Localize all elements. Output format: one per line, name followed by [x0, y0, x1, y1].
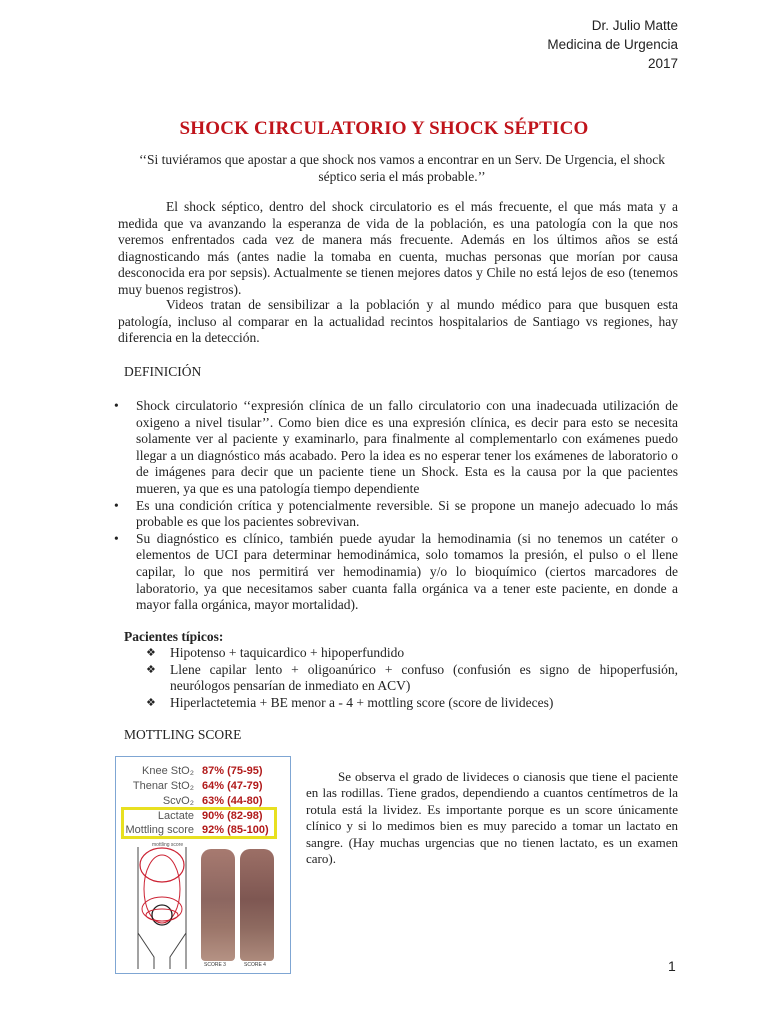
knee-photo-left: [201, 849, 235, 961]
figure-row: [116, 810, 290, 824]
list-item-text: Hiperlactetemia + BE menor a - 4 + mottling score (score de livideces): [170, 694, 554, 710]
bullet-item: [112, 398, 678, 498]
figure-small-caption: mottling score: [152, 842, 184, 848]
figure-row-label: ScvO₂: [162, 795, 194, 807]
list-item: [146, 662, 678, 695]
pacientes-heading: Pacientes típicos:: [124, 629, 224, 644]
bullet-icon: •: [114, 497, 119, 513]
list-item: [146, 695, 678, 712]
figure-row-value: 63% (44-80): [202, 795, 263, 807]
year: 2017: [647, 56, 678, 71]
bullet-item: [112, 531, 678, 614]
paragraph-videos: [118, 297, 678, 347]
paragraph-text: El shock séptico, dentro del shock circulatorio es el más frecuente, el que más mata y a medida que va avanzando la esperanza de vida de la población, es una patología con la que nos veremos enfrentados cada vez de manera más frecuente. Además en los últimos años se está diagnosticando más (antes nadie la tomaba en cuenta, muchas personas que morían por causa desconocida era por sepsis). Actualmente se tienen mejores datos y Chile no está lejos de eso (tenemos muy buenos registros).: [118, 199, 678, 297]
figure-row-value: 90% (82-98): [202, 810, 263, 822]
figure-row: [116, 824, 290, 838]
bullet-item: [112, 498, 678, 531]
figure-row-label: Lactate: [157, 810, 194, 822]
figure-row-value: 64% (47-79): [202, 780, 263, 792]
mottling-description-text: Se observa el grado de livideces o cianosis que tiene el paciente en las rodillas. Tiene grados, dependiendo a cuantos centímetros de la rotula está la lividez. Es importante porque es un score únicamente clínico y si lo medimos bien es muy parecido a tomar un lactato en sangre. (Hay muchas urgencias que no tienen lactato, es un examen caro).: [306, 769, 678, 867]
definition-bullet-list: [112, 398, 678, 614]
specialty: Medicina de Urgencia: [547, 37, 678, 52]
score-label-left: SCORE 3: [204, 962, 226, 968]
figure-row-label: Thenar StO₂: [132, 780, 194, 792]
diamond-bullet-icon: ❖: [146, 646, 156, 659]
definicion-heading: DEFINICIÓN: [124, 364, 202, 379]
document-header: [547, 16, 678, 73]
figure-row: [116, 780, 290, 794]
paragraph-intro: [118, 199, 678, 299]
leg-zone-diagram: [124, 847, 204, 971]
mottling-score-figure: [115, 756, 291, 974]
document-title: SHOCK CIRCULATORIO Y SHOCK SÉPTICO: [179, 118, 589, 139]
bullet-text: Su diagnóstico es clínico, también puede ayudar la hemodinamia (si no tenemos un catéter o elementos de UCI para determinar hemodinámica, solo tomamos la presión, el pulso o el llene capilar, lo que nos permitirá ver hemodinamia) y/o lo bioquímico (ciertos marcadores de laboratorio, ya que necesitamos saber cuanta falla orgánica va a tener este paciente, en donde a mayor falla orgánica, mayor mortalidad).: [136, 530, 678, 613]
list-item-text: Hipotenso + taquicardico + hipoperfundido: [170, 645, 405, 660]
figure-row-label: Knee StO₂: [142, 765, 194, 777]
knee-photo-right: [240, 849, 274, 961]
pacientes-list: [146, 645, 678, 711]
figure-row-value: 92% (85-100): [202, 824, 269, 836]
figure-row-value: 87% (75-95): [202, 765, 263, 777]
bullet-icon: •: [114, 530, 119, 546]
page-number: 1: [668, 958, 676, 974]
figure-row: [116, 765, 290, 779]
mottling-heading: MOTTLING SCORE: [124, 727, 242, 742]
diamond-bullet-icon: ❖: [146, 695, 156, 709]
list-item: [146, 645, 678, 662]
opening-quote: ‘‘Si tuviéramos que apostar a que shock nos vamos a encontrar en un Serv. De Urgencia, el shock séptico seria el más probable.’’: [138, 152, 666, 184]
author-name: Dr. Julio Matte: [591, 18, 678, 33]
diamond-bullet-icon: ❖: [146, 662, 156, 676]
list-item-text: Llene capilar lento + oligoanúrico + confuso (confusión es signo de hipoperfusión, neurólogos pensarían de inmediato en ACV): [170, 661, 678, 694]
mottling-description: [306, 769, 678, 867]
paragraph-text: Videos tratan de sensibilizar a la población y al mundo médico para que busquen esta patología, incluso al comparar en la actualidad recintos hospitalarios de Santiago vs regiones, hay diferencia en la detección.: [118, 297, 678, 346]
bullet-text: Es una condición crítica y potencialmente reversible. Si se propone un manejo adecuado lo más probable es que los pacientes sobrevivan.: [136, 497, 678, 530]
bullet-text: Shock circulatorio ‘‘expresión clínica de un fallo circulatorio con una inadecuada utilización de oxigeno a nivel tisular’’. Como bien dice es una expresión clínica, es decir para esto se necesita solamente ver al paciente y examinarlo, para finalmente al complementarlo con exámenes puedo llegar a un diagnóstico más acabado. Pero la idea es no esperar tener los exámenes de laboratorio o de imágenes para decir que un paciente tiene un Shock. Esta es la causa por la que pacientes mueren, ya que es una patología tiempo dependiente: [136, 398, 678, 496]
figure-row-label: Mottling score: [125, 824, 194, 836]
score-label-right: SCORE 4: [244, 962, 266, 968]
bullet-icon: •: [114, 398, 119, 413]
